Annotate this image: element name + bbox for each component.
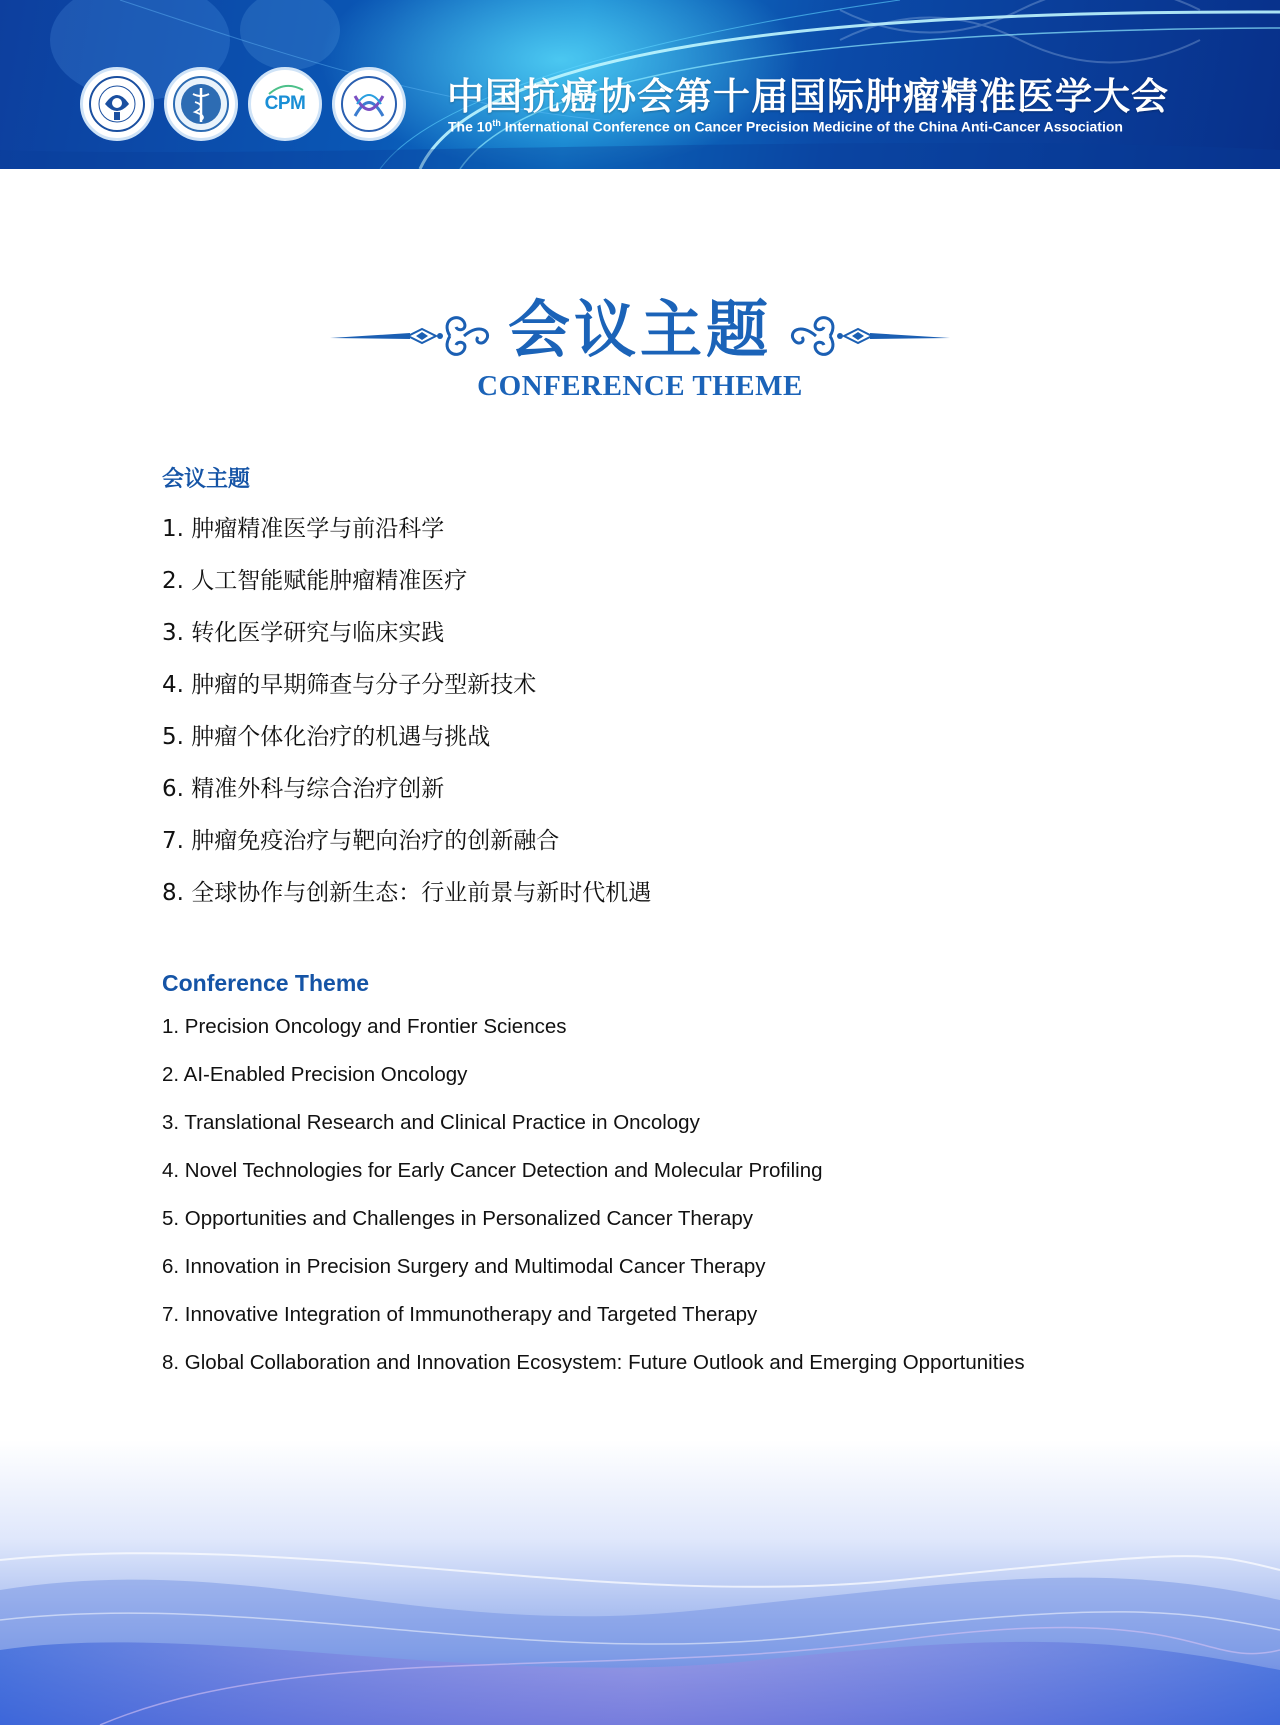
list-item: 5. Opportunities and Challenges in Personalized Cancer Therapy [162, 1207, 754, 1230]
list-item: 6. Innovation in Precision Surgery and Multimodal Cancer Therapy [162, 1255, 766, 1278]
cpm-logo-text: CPM [264, 93, 306, 114]
banner-title-cn: 中国抗癌协会第十届国际肿瘤精准医学大会 [447, 75, 1169, 118]
caduceus-logo-icon [164, 67, 238, 141]
list-item: 4. 肿瘤的早期筛查与分子分型新技术 [162, 672, 537, 698]
list-item: 7. Innovative Integration of Immunotherapy and Targeted Therapy [162, 1303, 758, 1326]
page-title-cn: 会议主题 [507, 293, 772, 366]
themes-en-section [162, 970, 1025, 1397]
list-item: 6. 精准外科与综合治疗创新 [162, 776, 445, 802]
logo-row [80, 67, 406, 141]
banner-title-en-suffix: International Conference on Cancer Precision Medicine of the China Anti-Cancer Association [500, 118, 1123, 135]
footer-wave-decoration [0, 1440, 1280, 1725]
list-item: 1. Precision Oncology and Frontier Sciences [162, 1015, 567, 1038]
list-item: 2. 人工智能赋能肿瘤精准医疗 [162, 568, 468, 594]
cpm-logo-icon [248, 67, 322, 141]
page-heading [0, 290, 1280, 410]
list-item: 7. 肿瘤免疫治疗与靶向治疗的创新融合 [162, 828, 560, 854]
banner-title-en-prefix: The 10 [448, 118, 493, 135]
banner-title-en-sup: th [492, 118, 501, 128]
themes-cn-section [162, 462, 651, 929]
themes-cn-list [162, 513, 651, 929]
dna-helix-logo-icon [332, 67, 406, 141]
list-item: 5. 肿瘤个体化治疗的机遇与挑战 [162, 724, 491, 750]
header-banner [0, 0, 1280, 169]
banner-title-en [448, 118, 1123, 135]
list-item: 8. Global Collaboration and Innovation Ecosystem: Future Outlook and Emerging Opportunities [162, 1351, 1025, 1374]
list-item: 2. AI-Enabled Precision Oncology [162, 1063, 468, 1086]
themes-cn-title: 会议主题 [162, 467, 251, 492]
list-item: 8. 全球协作与创新生态：行业前景与新时代机遇 [162, 880, 652, 906]
page-title-en: CONFERENCE THEME [477, 370, 803, 402]
list-item: 3. Translational Research and Clinical Practice in Oncology [162, 1111, 700, 1134]
themes-en-list [162, 1013, 1025, 1397]
list-item: 1. 肿瘤精准医学与前沿科学 [162, 516, 445, 542]
themes-en-title: Conference Theme [162, 970, 370, 996]
list-item: 4. Novel Technologies for Early Cancer Detection and Molecular Profiling [162, 1159, 823, 1182]
china-anti-cancer-association-logo-icon [80, 67, 154, 141]
list-item: 3. 转化医学研究与临床实践 [162, 620, 445, 646]
